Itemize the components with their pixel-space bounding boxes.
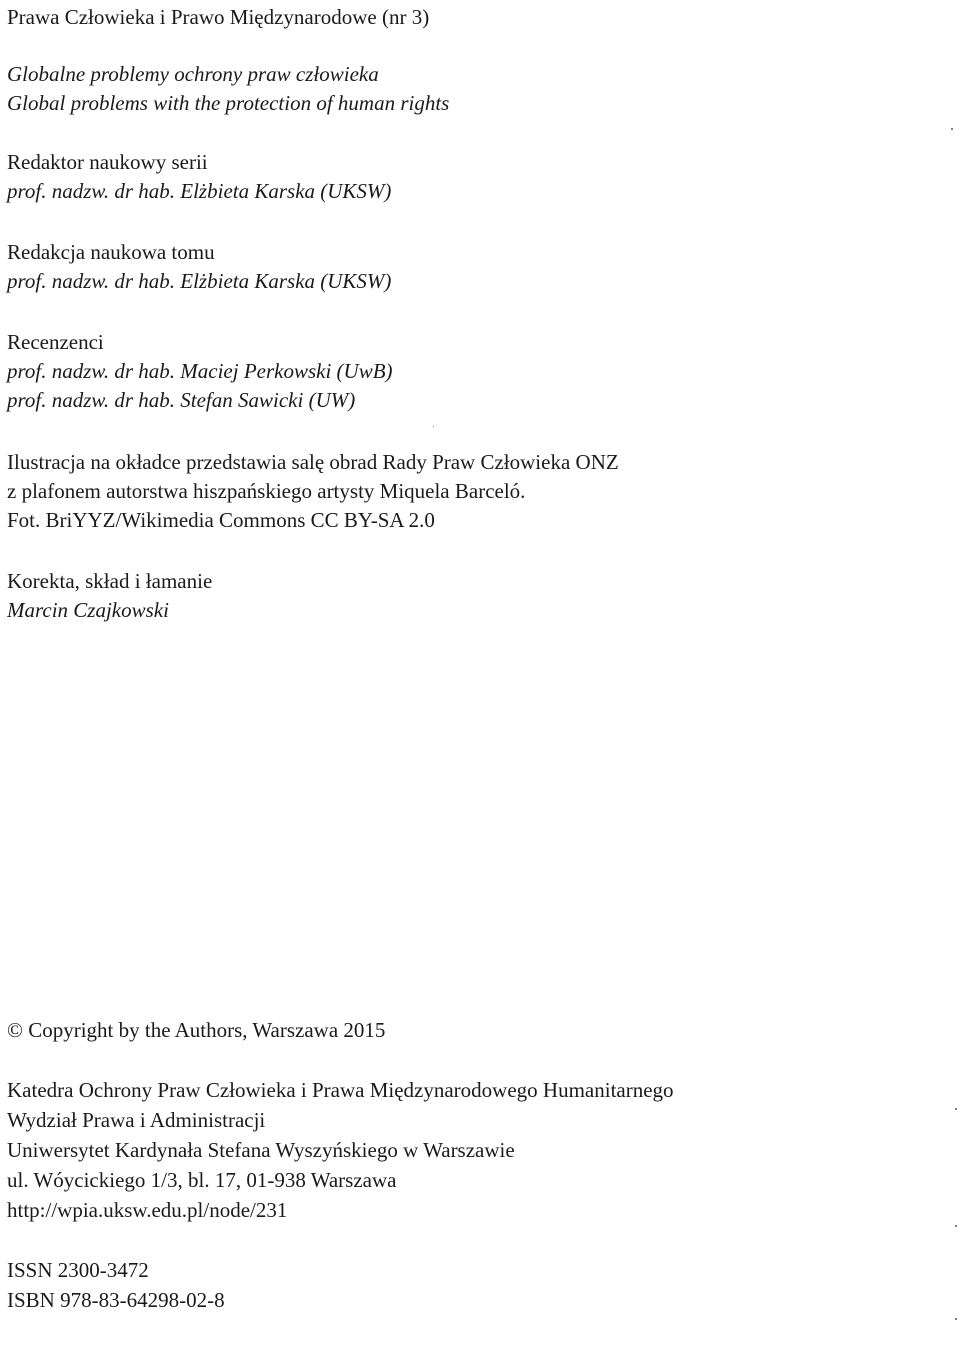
publisher-line: Uniwersytet Kardynała Stefana Wyszyńskiego w Warszawie bbox=[7, 1138, 515, 1162]
issn: ISSN 2300-3472 bbox=[7, 1258, 149, 1282]
reviewer-name: prof. nadzw. dr hab. Stefan Sawicki (UW) bbox=[7, 388, 356, 412]
scan-speck bbox=[955, 1108, 957, 1110]
publisher-address: ul. Wóycickiego 1/3, bl. 17, 01-938 Warszawa bbox=[7, 1168, 397, 1192]
photo-credit: Fot. BriYYZ/Wikimedia Commons CC BY-SA 2.0 bbox=[7, 508, 435, 532]
isbn: ISBN 978-83-64298-02-8 bbox=[7, 1288, 225, 1312]
scan-speck bbox=[951, 128, 953, 130]
copyright-notice: © Copyright by the Authors, Warszawa 2015 bbox=[7, 1018, 386, 1042]
proofreading-name: Marcin Czajkowski bbox=[7, 598, 169, 622]
volume-editor-label: Redakcja naukowa tomu bbox=[7, 240, 215, 264]
volume-title-pl: Globalne problemy ochrony praw człowieka bbox=[7, 62, 379, 86]
cover-note-line: z plafonem autorstwa hiszpańskiego artysty Miquela Barceló. bbox=[7, 479, 526, 503]
series-title: Prawa Człowieka i Prawo Międzynarodowe (nr 3) bbox=[7, 5, 430, 29]
cover-note-line: Ilustracja na okładce przedstawia salę obrad Rady Praw Człowieka ONZ bbox=[7, 450, 619, 474]
scan-speck bbox=[955, 1318, 957, 1320]
series-editor-label: Redaktor naukowy serii bbox=[7, 150, 208, 174]
publisher-url: http://wpia.uksw.edu.pl/node/231 bbox=[7, 1198, 288, 1222]
proofreading-label: Korekta, skład i łamanie bbox=[7, 569, 213, 593]
reviewer-name: prof. nadzw. dr hab. Maciej Perkowski (UwB) bbox=[7, 359, 393, 383]
volume-editor-name: prof. nadzw. dr hab. Elżbieta Karska (UKSW) bbox=[7, 269, 392, 293]
reviewers-label: Recenzenci bbox=[7, 330, 104, 354]
scan-speck bbox=[955, 1225, 957, 1227]
series-editor-name: prof. nadzw. dr hab. Elżbieta Karska (UKSW) bbox=[7, 179, 392, 203]
scan-speck bbox=[433, 426, 434, 427]
volume-title-en: Global problems with the protection of human rights bbox=[7, 91, 450, 115]
publisher-line: Wydział Prawa i Administracji bbox=[7, 1108, 266, 1132]
publisher-line: Katedra Ochrony Praw Człowieka i Prawa Międzynarodowego Humanitarnego bbox=[7, 1078, 674, 1102]
